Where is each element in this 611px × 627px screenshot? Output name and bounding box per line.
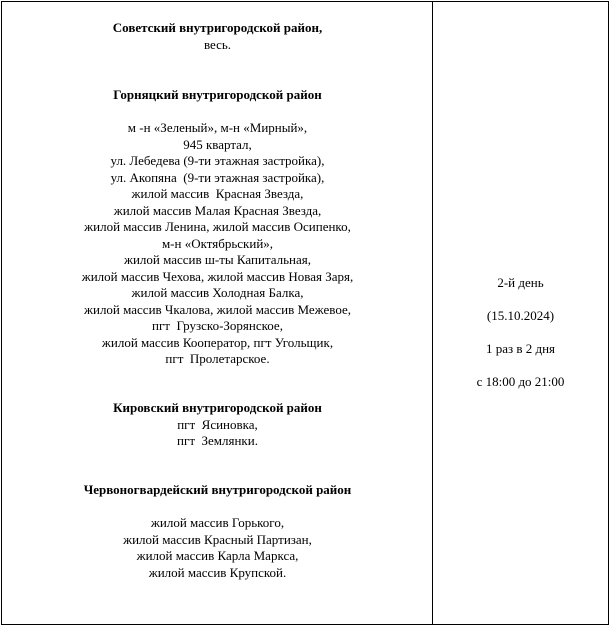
schedule-time: с 18:00 до 21:00 <box>476 374 565 389</box>
district-chervonogvardeysky <box>2 482 433 581</box>
district-line: жилой массив Красный Партизан, <box>123 531 312 547</box>
districts-column <box>2 2 433 624</box>
schedule-frequency: 1 раз в 2 дня <box>485 341 556 356</box>
district-line: жилой массив Ленина, жилой массив Осипенко, <box>84 219 351 234</box>
district-line: жилой массив Карла Маркса, <box>136 548 299 563</box>
district-title: Горняцкий внутригородской район <box>113 87 322 102</box>
district-line: жилой массив ш-ты Капитальная, <box>123 252 312 267</box>
district-line: жилой массив Чкалова, жилой массив Межевое, <box>84 301 351 317</box>
district-line: пгт Ясиновка, <box>177 416 258 432</box>
district-line: ул. Лебедева (9-ти этажная застройка), <box>110 153 325 168</box>
schedule-table <box>1 1 609 625</box>
schedule-column <box>433 2 608 624</box>
district-line: пгт Грузско-Зорянское, <box>152 318 283 333</box>
district-line: пгт Землянки. <box>177 433 258 448</box>
district-line: жилой массив Красная Звезда, <box>131 186 304 201</box>
district-line: жилой массив Крупской. <box>148 564 287 580</box>
district-line: жилой массив Кооператор, пгт Угольщик, <box>101 334 334 350</box>
schedule-block <box>433 275 608 391</box>
district-line: ул. Акопяна (9-ти этажная застройка), <box>110 169 325 185</box>
district-kirovsky <box>2 400 433 450</box>
schedule-day: 2-й день <box>497 275 544 290</box>
district-gornyatsky <box>2 87 433 368</box>
district-line: 945 квартал, <box>183 136 252 152</box>
district-title: Кировский внутригородской район <box>113 400 322 415</box>
district-sovetsky <box>2 20 433 53</box>
district-title: Червоногвардейский внутригородской район <box>83 482 352 497</box>
district-line: жилой массив Малая Красная Звезда, <box>113 202 322 218</box>
district-line: м-н «Октябрьский», <box>161 235 274 251</box>
district-title: Советский внутригородской район, <box>112 20 323 35</box>
district-line: жилой массив Чехова, жилой массив Новая Заря, <box>81 268 354 284</box>
district-line: жилой массив Горького, <box>150 515 285 530</box>
district-line: жилой массив Холодная Балка, <box>131 285 304 300</box>
district-line: весь. <box>203 36 232 52</box>
district-line: пгт Пролетарское. <box>165 351 270 366</box>
district-line: м -н «Зеленый», м-н «Мирный», <box>127 120 308 135</box>
schedule-date: (15.10.2024) <box>486 308 555 323</box>
